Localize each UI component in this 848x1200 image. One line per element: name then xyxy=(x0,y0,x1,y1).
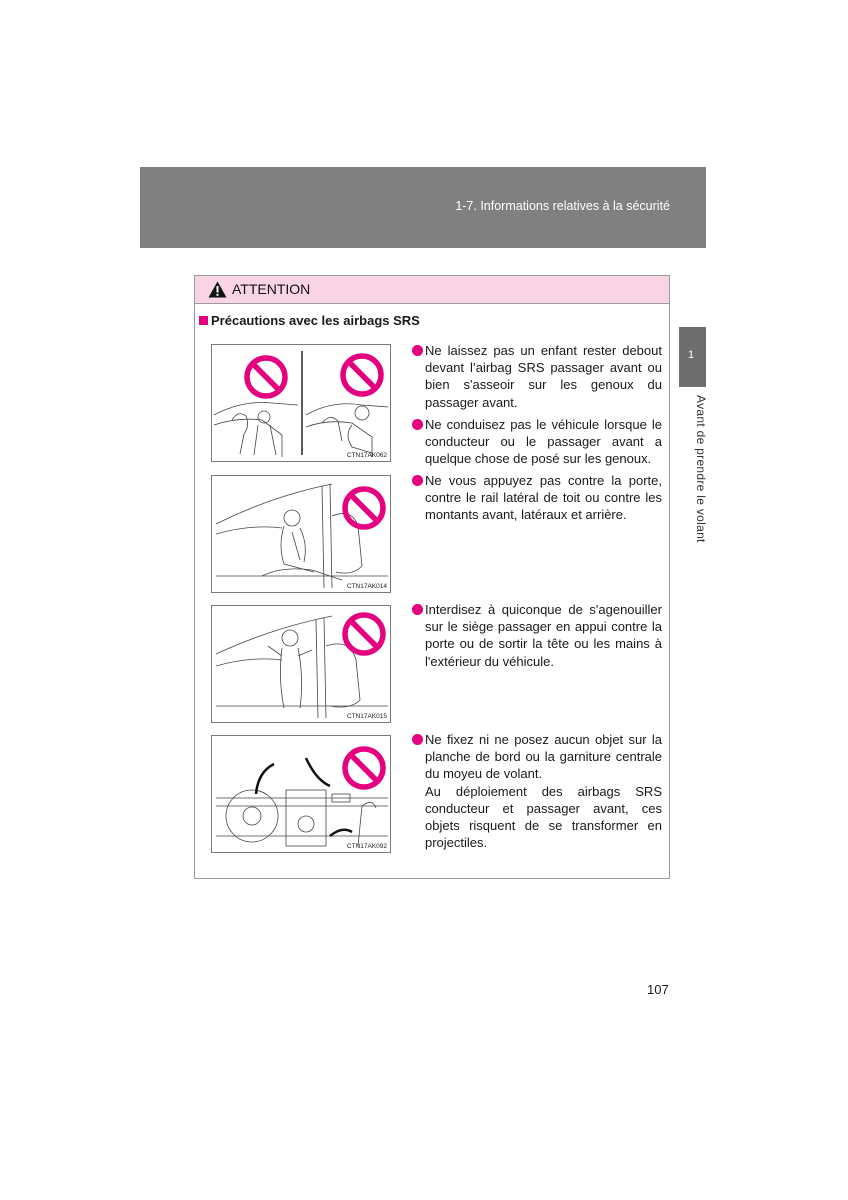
bullet-text: Interdisez à quiconque de s'agenouiller sur le siège passager en appui contre la porte ou de sortir la tête ou les mains à l'extérieur du véhicule. xyxy=(425,602,662,669)
illustration xyxy=(212,345,390,461)
figure-code: CTN17AK014 xyxy=(346,583,387,590)
illustration xyxy=(212,476,390,592)
illustration xyxy=(212,606,390,722)
figure-code: CTN17AK015 xyxy=(346,713,387,720)
bullet-item xyxy=(412,731,662,851)
attention-box xyxy=(194,275,670,879)
bullet-item xyxy=(412,472,662,524)
prohibition-sign-icon xyxy=(345,615,383,653)
page-number: 107 xyxy=(647,982,669,997)
bullet-dot-icon xyxy=(412,604,423,615)
figure-dashboard-objects xyxy=(211,735,391,853)
section-title: 1-7. Informations relatives à la sécurité xyxy=(455,199,670,213)
prohibition-sign-icon xyxy=(343,356,381,394)
chapter-label: Avant de prendre le volant xyxy=(694,395,708,543)
bullet-dot-icon xyxy=(412,475,423,486)
figure-code: CTN17AK062 xyxy=(346,452,387,459)
chapter-tab xyxy=(679,327,706,387)
chapter-number: 1 xyxy=(688,349,695,361)
attention-title: ATTENTION xyxy=(232,281,311,297)
bullet-text: Ne vous appuyez pas contre la porte, contre le rail latéral de toit ou contre les montants avant, latéraux et arrière. xyxy=(425,473,662,523)
figure-child-airbag xyxy=(211,344,391,462)
prohibition-sign-icon xyxy=(247,358,285,396)
prohibition-sign-icon xyxy=(345,489,383,527)
bullet-item xyxy=(412,416,662,468)
illustration xyxy=(212,736,390,852)
subheading xyxy=(199,313,420,328)
figure-leaning-door xyxy=(211,475,391,593)
bullet-dot-icon xyxy=(412,734,423,745)
square-bullet-icon xyxy=(199,316,208,325)
prohibition-sign-icon xyxy=(345,749,383,787)
bullet-continuation-text: Au déploiement des airbags SRS conducteur et passager avant, ces objets risquent de se transformer en projectiles. xyxy=(425,783,662,851)
bullet-item xyxy=(412,342,662,411)
figure-code: CTN17AK092 xyxy=(346,843,387,850)
bullet-item xyxy=(412,601,662,670)
bullet-dot-icon xyxy=(412,419,423,430)
bullet-text: Ne laissez pas un enfant rester debout devant l’airbag SRS passager avant ou bien s'asseoir sur les genoux du passager avant. xyxy=(425,343,662,410)
subheading-text: Précautions avec les airbags SRS xyxy=(211,313,420,328)
header-band xyxy=(140,167,706,248)
warning-icon xyxy=(208,281,227,298)
attention-header xyxy=(195,276,669,304)
bullet-dot-icon xyxy=(412,345,423,356)
figure-kneeling-seat xyxy=(211,605,391,723)
bullet-text: Ne conduisez pas le véhicule lorsque le conducteur ou le passager avant a quelque chose de posé sur les genoux. xyxy=(425,417,662,467)
bullet-text: Ne fixez ni ne posez aucun objet sur la planche de bord ou la garniture centrale du moyeu de volant. xyxy=(425,732,662,782)
